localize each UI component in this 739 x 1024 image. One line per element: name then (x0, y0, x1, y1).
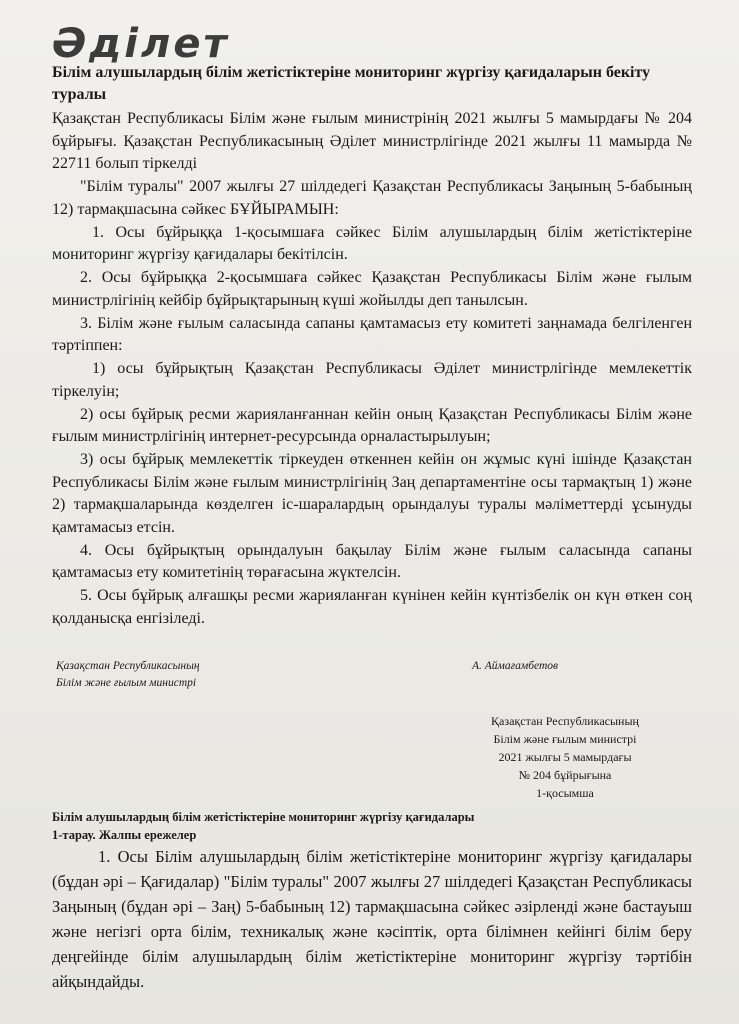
rules-paragraph-1: 1. Осы Білім алушылардың білім жетістіктеріне мониторинг жүргізу қағидалары (бұдан әрі – Қағидалар) "Білім туралы" 2007 жылғы 27 шілдедегі Қазақстан Республикасы Заңының (бұдан әрі – Заң) 5-бабының 12) тармақшасына сәйкес әзірленді және бастауыш және негізгі орта білім, техникалық және кәсіптік, орта білімнен кейінгі білім беру деңгейінде білім алушылардың білім жетістіктеріне мониторинг жүргізу тәртібін айқындайды. (52, 847, 692, 991)
annex-line-3: 2021 жылғы 5 мамырдағы (498, 750, 632, 764)
order-item-5: 5. Осы бұйрық алғашқы ресми жарияланған күнінен кейін күнтізбелік он күн өткен соң қолданысқа енгізіледі. (52, 587, 692, 627)
adilet-logo: Әділет (52, 21, 230, 67)
order-item-4: 4. Осы бұйрықтың орындалуын бақылау Білім және ғылым саласында сапаны қамтамасыз ету комитетінің төрағасына жүктелсін. (52, 541, 692, 581)
order-subitem-3: 3) осы бұйрық мемлекеттік тіркеуден өткеннен кейін он жұмыс күні ішінде Қазақстан Республикасы Білім және ғылым министрлігінің Заң департаментіне осы тармақтың 1) және 2) тармақшаларында көзделген іс-шаралардың орындалуы туралы мәліметтерді ұсынуды қамтамасыз етсін. (52, 451, 692, 536)
order-preamble: Қазақстан Республикасы Білім және ғылым министрінің 2021 жылғы 5 мамырдағы № 204 бұйрығы. Қазақстан Республикасының Әділет министрлігінде 2021 жылғы 11 мамырда № 22711 болып тіркелді (52, 110, 692, 172)
order-body (52, 108, 692, 631)
annex-line-1: Қазақстан Республикасының (491, 714, 639, 728)
annex-line-5: 1-қосымша (536, 786, 594, 800)
signatory-position-line-2: Білім және ғылым министрі (56, 677, 197, 689)
rules-title: Білім алушылардың білім жетістіктеріне мониторинг жүргізу қағидалары (52, 810, 475, 824)
order-item-2: 2. Осы бұйрыққа 2-қосымшаға сәйкес Қазақстан Республикасы Білім және ғылым министрлігінің кейбір бұйрықтарының күші жойылды деп танылсын. (52, 269, 692, 309)
order-item-3: 3. Білім және ғылым саласында сапаны қамтамасыз ету комитеті заңнамада белгіленген тәртіппен: (52, 314, 692, 354)
order-item-1: 1. Осы бұйрыққа 1-қосымшаға сәйкес Білім алушылардың білім жетістіктеріне мониторинг жүргізу қағидалары бекітілсін. (52, 223, 692, 263)
annex-header (440, 712, 690, 802)
document-title: Білім алушылардың білім жетістіктеріне мониторинг жүргізу қағидаларын бекіту туралы (52, 64, 651, 103)
section-title: 1-тарау. Жалпы ережелер (52, 828, 197, 842)
order-subitem-2: 2) осы бұйрық ресми жарияланғаннан кейін оның Қазақстан Республикасы Білім және ғылым министрлігінің интернет-ресурсында орналастырылуын; (52, 405, 692, 445)
annex-line-4: № 204 бұйрығына (518, 768, 612, 782)
signatory-position-line-1: Қазақстан Республикасының (56, 660, 200, 672)
rules-body (52, 844, 692, 994)
annex-line-2: Білім және ғылым министрі (493, 732, 637, 746)
signatory-position (56, 658, 200, 692)
order-subitem-1: 1) осы бұйрықтың Қазақстан Республикасы Әділет министрлігінде мемлекеттік тіркелуін; (52, 360, 692, 400)
order-basis: "Білім туралы" 2007 жылғы 27 шілдедегі Қазақстан Республикасы Заңының 5-бабының 12) тармақшасына сәйкес БҰЙЫРАМЫН: (52, 178, 692, 218)
signatory-name: А. Аймағамбетов (472, 660, 558, 672)
